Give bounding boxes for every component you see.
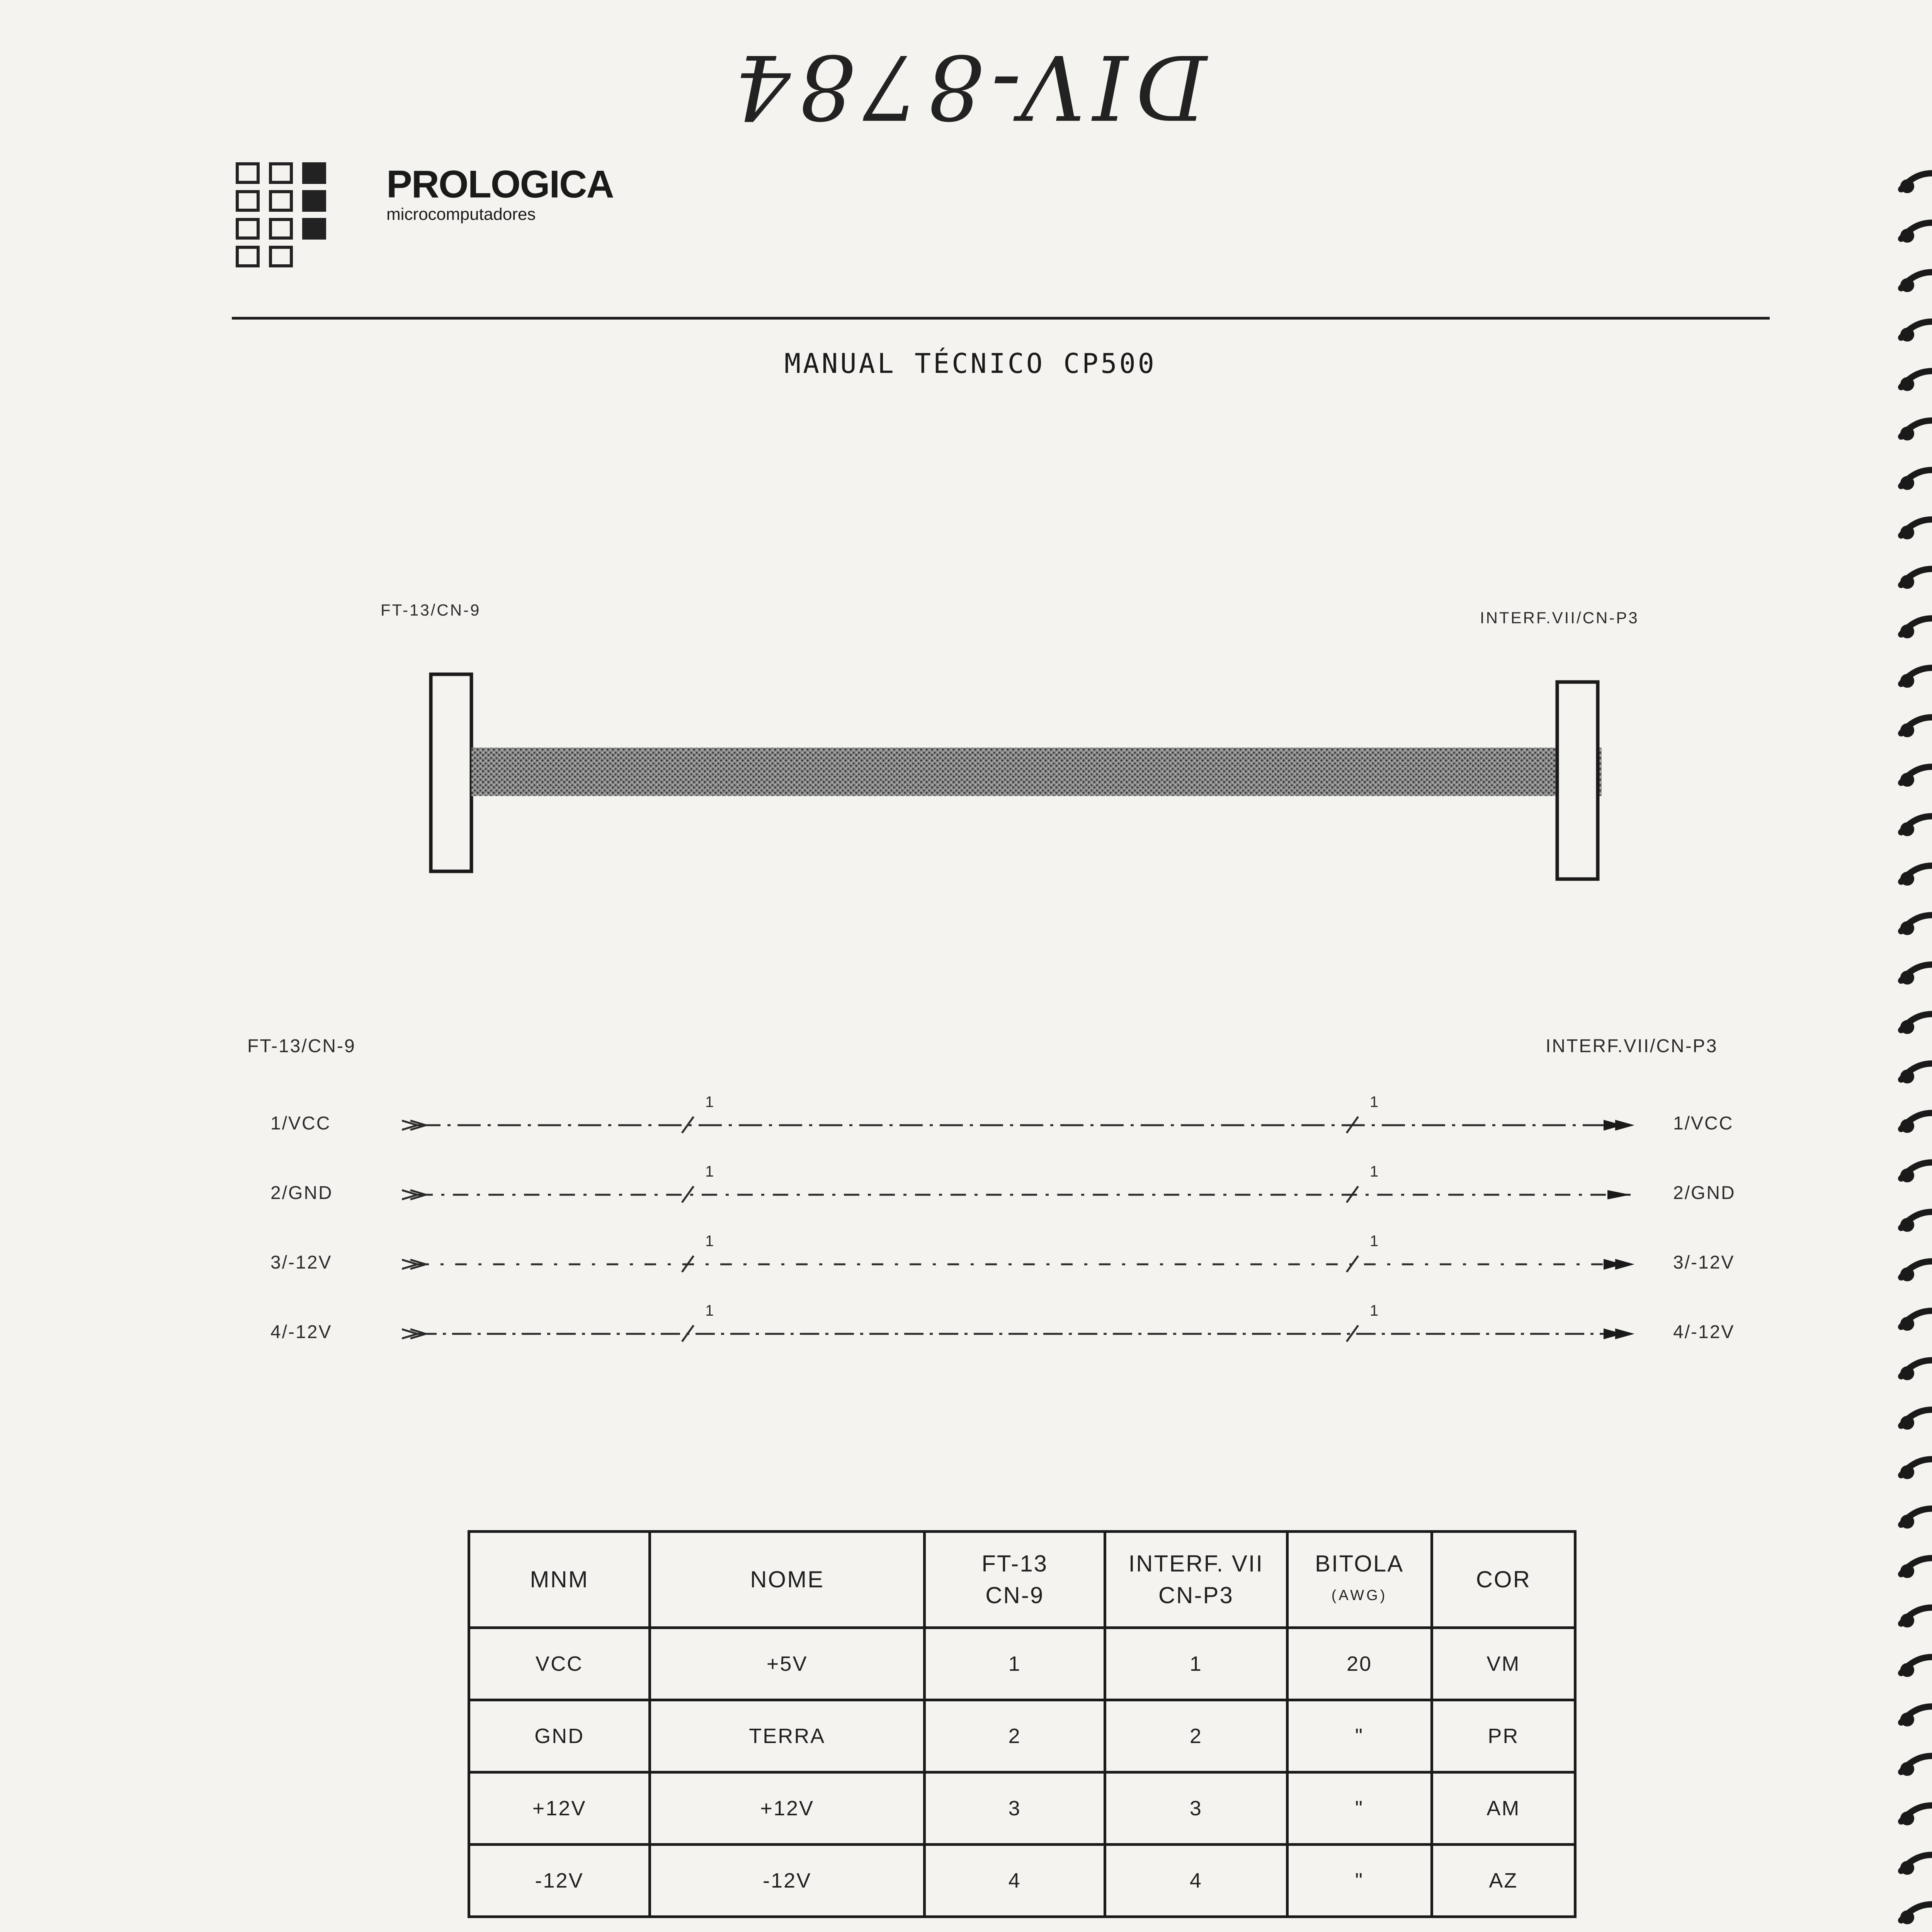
cable-right-label: INTERF.VII/CN-P3 xyxy=(1480,609,1639,627)
cell-ft13: 3 xyxy=(925,1772,1105,1845)
pinout-table xyxy=(468,1530,1577,1918)
spiral-hook xyxy=(1893,1250,1932,1285)
wire-count-mark: 1 xyxy=(1370,1233,1380,1250)
wire-right-pin: 3/-12V xyxy=(1673,1252,1735,1273)
flat-cable xyxy=(471,748,1602,796)
spiral-hook xyxy=(1893,360,1932,395)
wire-end-arrow xyxy=(1604,1259,1634,1270)
spiral-hook xyxy=(1893,1745,1932,1780)
table-row xyxy=(469,1772,1575,1845)
logo-square xyxy=(302,218,326,240)
spiral-hook xyxy=(1893,1844,1932,1879)
cell-mnm: GND xyxy=(469,1700,650,1772)
handwritten-reference-top: DIV-8784 xyxy=(726,35,1207,138)
prologica-logo xyxy=(236,162,329,267)
wire-count-mark: 1 xyxy=(1370,1163,1380,1180)
bitola-header-line1: BITOLA xyxy=(1315,1551,1404,1577)
cell-cor: AM xyxy=(1432,1772,1575,1845)
interf-header-line1: INTERF. VII xyxy=(1128,1551,1264,1577)
spiral-hook xyxy=(1893,904,1932,939)
cell-cor: AZ xyxy=(1432,1845,1575,1917)
wiring-right-header: INTERF.VII/CN-P3 xyxy=(1546,1036,1718,1056)
manual-title: MANUAL TÉCNICO CP500 xyxy=(784,348,1156,379)
spiral-hook xyxy=(1893,1794,1932,1829)
logo-square xyxy=(269,246,293,267)
wire-slash xyxy=(682,1117,694,1133)
cell-interf: 3 xyxy=(1105,1772,1287,1845)
spiral-hook xyxy=(1893,1448,1932,1483)
logo-square xyxy=(236,162,260,184)
spiral-hook xyxy=(1893,805,1932,840)
spiral-hook xyxy=(1893,311,1932,345)
cell-ft13: 4 xyxy=(925,1845,1105,1917)
logo-square xyxy=(236,190,260,212)
cell-bitola: 20 xyxy=(1287,1628,1432,1700)
cell-ft13: 1 xyxy=(925,1628,1105,1700)
interf-header-line2: CN-P3 xyxy=(1158,1582,1234,1608)
wire-right-pin: 1/VCC xyxy=(1673,1113,1734,1134)
cell-nome: +12V xyxy=(650,1772,925,1845)
cable-left-label: FT-13/CN-9 xyxy=(381,601,481,619)
cable-diagram xyxy=(425,665,1623,881)
cell-cor: PR xyxy=(1432,1700,1575,1772)
spiral-hook xyxy=(1893,1696,1932,1730)
wire-slash xyxy=(682,1325,694,1342)
logo-square xyxy=(302,246,326,267)
spiral-hook xyxy=(1893,1646,1932,1681)
spiral-hook xyxy=(1893,459,1932,494)
column-header-bitola xyxy=(1287,1532,1432,1628)
cell-nome: +5V xyxy=(650,1628,925,1700)
table-header-row xyxy=(469,1532,1575,1628)
column-header-mnm: MNM xyxy=(469,1532,650,1628)
wire-left-pin: 4/-12V xyxy=(270,1322,332,1342)
logo-square xyxy=(302,162,326,184)
column-header-cor: COR xyxy=(1432,1532,1575,1628)
wire-left-pin: 2/GND xyxy=(270,1183,333,1203)
spiral-hook xyxy=(1893,855,1932,889)
cell-cor: VM xyxy=(1432,1628,1575,1700)
left-connector xyxy=(431,674,471,871)
cell-interf: 4 xyxy=(1105,1845,1287,1917)
spiral-hook xyxy=(1893,657,1932,692)
cell-bitola: " xyxy=(1287,1772,1432,1845)
spiral-hook xyxy=(1893,1597,1932,1631)
column-header-nome: NOME xyxy=(650,1532,925,1628)
spiral-hook xyxy=(1893,756,1932,791)
spiral-hook xyxy=(1893,410,1932,444)
ft13-header-line2: CN-9 xyxy=(985,1582,1044,1608)
spiral-hook xyxy=(1893,1003,1932,1038)
spiral-hook xyxy=(1893,261,1932,296)
brand-tagline: microcomputadores xyxy=(386,205,536,224)
cell-bitola: " xyxy=(1287,1700,1432,1772)
wire-count-mark: 1 xyxy=(705,1163,715,1180)
wire-count-mark: 1 xyxy=(705,1233,715,1250)
spiral-hook xyxy=(1893,558,1932,593)
spiral-hook xyxy=(1893,1399,1932,1434)
right-connector xyxy=(1557,682,1598,879)
brand-name: PROLOGICA xyxy=(386,163,614,206)
spiral-hook xyxy=(1893,1300,1932,1335)
spiral-hook xyxy=(1893,1547,1932,1582)
spiral-hook xyxy=(1893,954,1932,988)
cell-mnm: -12V xyxy=(469,1845,650,1917)
wire-left-pin: 3/-12V xyxy=(270,1252,332,1273)
logo-square xyxy=(269,190,293,212)
cell-nome: TERRA xyxy=(650,1700,925,1772)
wire-right-pin: 4/-12V xyxy=(1673,1322,1735,1342)
wire-count-mark: 1 xyxy=(1370,1094,1380,1111)
table-row xyxy=(469,1628,1575,1700)
spiral-hook xyxy=(1893,1201,1932,1236)
wire-count-mark: 1 xyxy=(1370,1302,1380,1319)
spiral-hook xyxy=(1893,1349,1932,1384)
logo-square xyxy=(236,218,260,240)
wire-end-arrow xyxy=(1607,1190,1631,1199)
wiring-left-header: FT-13/CN-9 xyxy=(247,1036,356,1056)
spiral-hook xyxy=(1893,509,1932,543)
spiral-hook xyxy=(1893,1893,1932,1928)
logo-square xyxy=(302,190,326,212)
spiral-hook xyxy=(1893,1102,1932,1137)
spiral-hook xyxy=(1893,607,1932,642)
cell-ft13: 2 xyxy=(925,1700,1105,1772)
cell-interf: 2 xyxy=(1105,1700,1287,1772)
cell-mnm: +12V xyxy=(469,1772,650,1845)
spiral-hook xyxy=(1893,1151,1932,1186)
spiral-hook xyxy=(1893,162,1932,197)
wiring-lines xyxy=(402,1105,1654,1352)
wire-right-pin: 2/GND xyxy=(1673,1183,1736,1203)
cell-nome: -12V xyxy=(650,1845,925,1917)
wire-count-mark: 1 xyxy=(705,1302,715,1319)
bitola-header-unit: (AWG) xyxy=(1331,1587,1388,1604)
cell-bitola: " xyxy=(1287,1845,1432,1917)
column-header-ft13 xyxy=(925,1532,1105,1628)
cell-interf: 1 xyxy=(1105,1628,1287,1700)
spiral-hook xyxy=(1893,212,1932,247)
spiral-hook xyxy=(1893,1498,1932,1532)
header-rule xyxy=(232,317,1770,320)
logo-square xyxy=(269,218,293,240)
spiral-hook xyxy=(1893,1053,1932,1087)
spiral-hook xyxy=(1893,706,1932,741)
table-row xyxy=(469,1845,1575,1917)
logo-square xyxy=(269,162,293,184)
wire-left-pin: 1/VCC xyxy=(270,1113,331,1134)
wire-count-mark: 1 xyxy=(705,1094,715,1111)
column-header-interf xyxy=(1105,1532,1287,1628)
wire-end-arrow xyxy=(1604,1328,1634,1339)
wire-slash xyxy=(1347,1256,1358,1272)
wire-end-arrow xyxy=(1604,1120,1634,1131)
cell-mnm: VCC xyxy=(469,1628,650,1700)
table-row xyxy=(469,1700,1575,1772)
logo-square xyxy=(236,246,260,267)
ft13-header-line1: FT-13 xyxy=(981,1551,1048,1577)
